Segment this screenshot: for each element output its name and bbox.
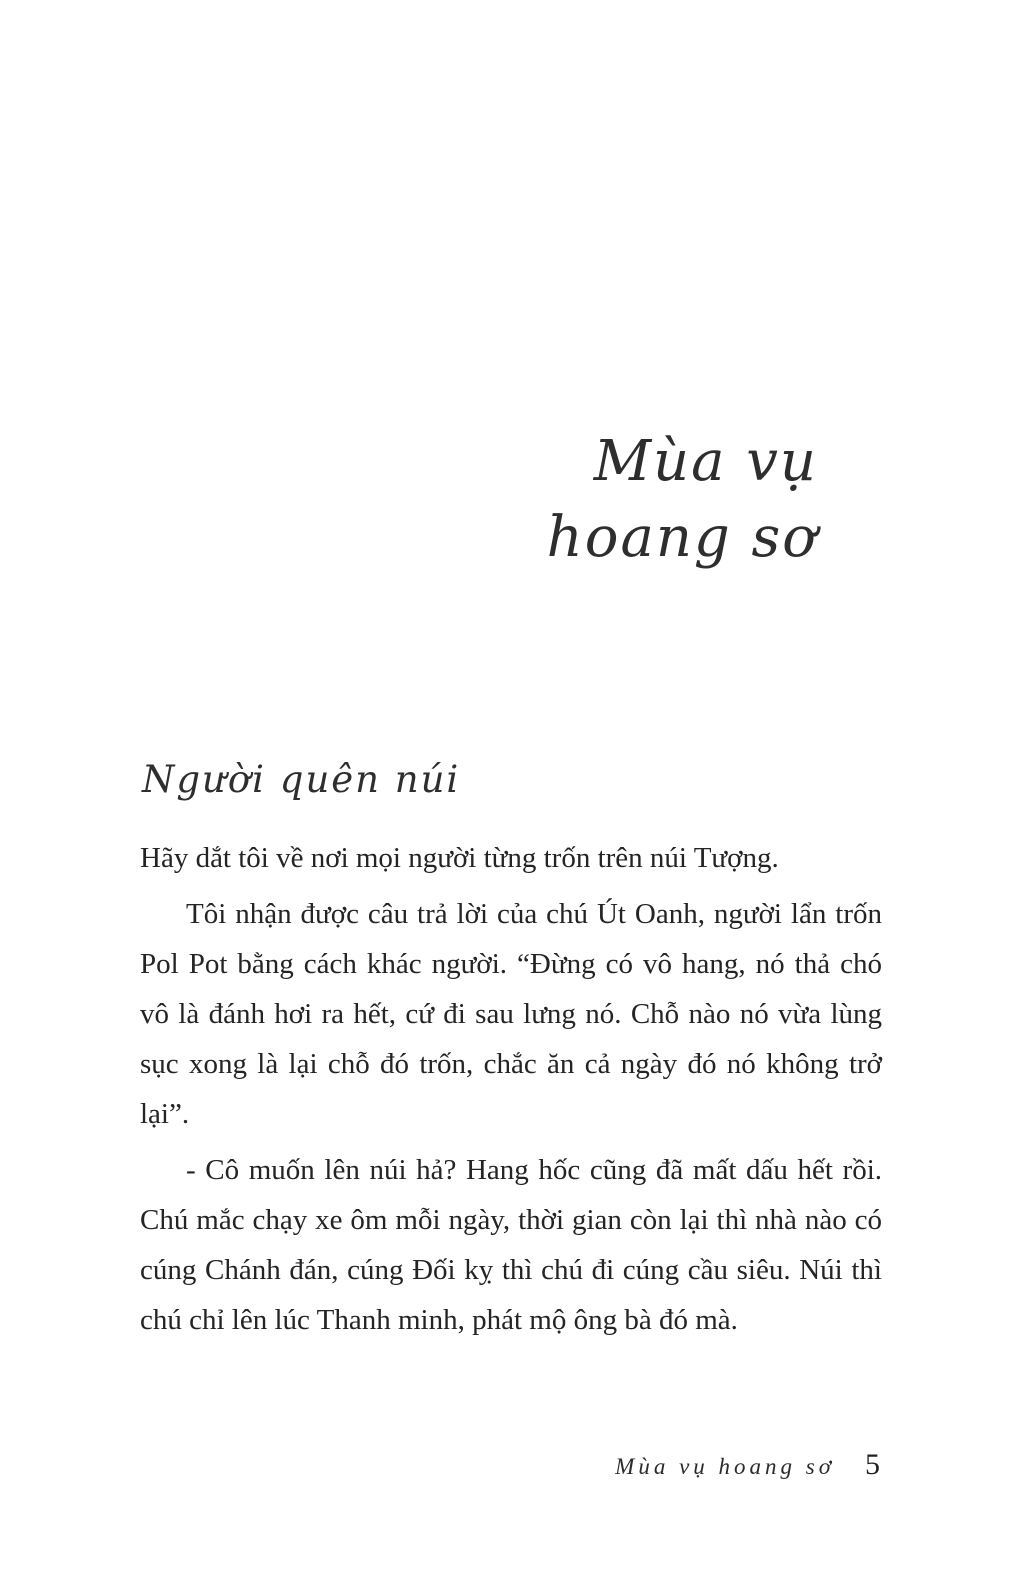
chapter-title-line2: hoang sơ: [546, 505, 818, 570]
running-title: Mùa vụ hoang sơ: [615, 1454, 835, 1479]
paragraph: - Cô muốn lên núi hả? Hang hốc cũng đã mất dấu hết rồi. Chú mắc chạy xe ôm mỗi ngày, thời gian còn lại thì nhà nào có cúng Chánh đán, cúng Đối kỵ thì chú đi cúng cầu siêu. Núi thì chú chỉ lên lúc Thanh minh, phát mộ ông bà đó mà.: [140, 1154, 882, 1336]
page-footer: [615, 1448, 880, 1482]
chapter-title: [547, 424, 818, 576]
paragraph: Hãy dắt tôi về nơi mọi người từng trốn trên núi Tượng.: [140, 842, 779, 874]
paragraph: Tôi nhận được câu trả lời của chú Út Oanh, người lẩn trốn Pol Pot bằng cách khác người. “Đừng có vô hang, nó thả chó vô là đánh hơi ra hết, cứ đi sau lưng nó. Chỗ nào nó vừa lùng sục xong là lại chỗ đó trốn, chắc ăn cả ngày đó nó không trở lại”.: [140, 898, 882, 1130]
section-heading: Người quên núi: [142, 758, 461, 801]
body-text: [140, 833, 882, 1351]
chapter-title-line1: Mùa vụ: [593, 429, 818, 494]
page-number: 5: [865, 1448, 880, 1481]
